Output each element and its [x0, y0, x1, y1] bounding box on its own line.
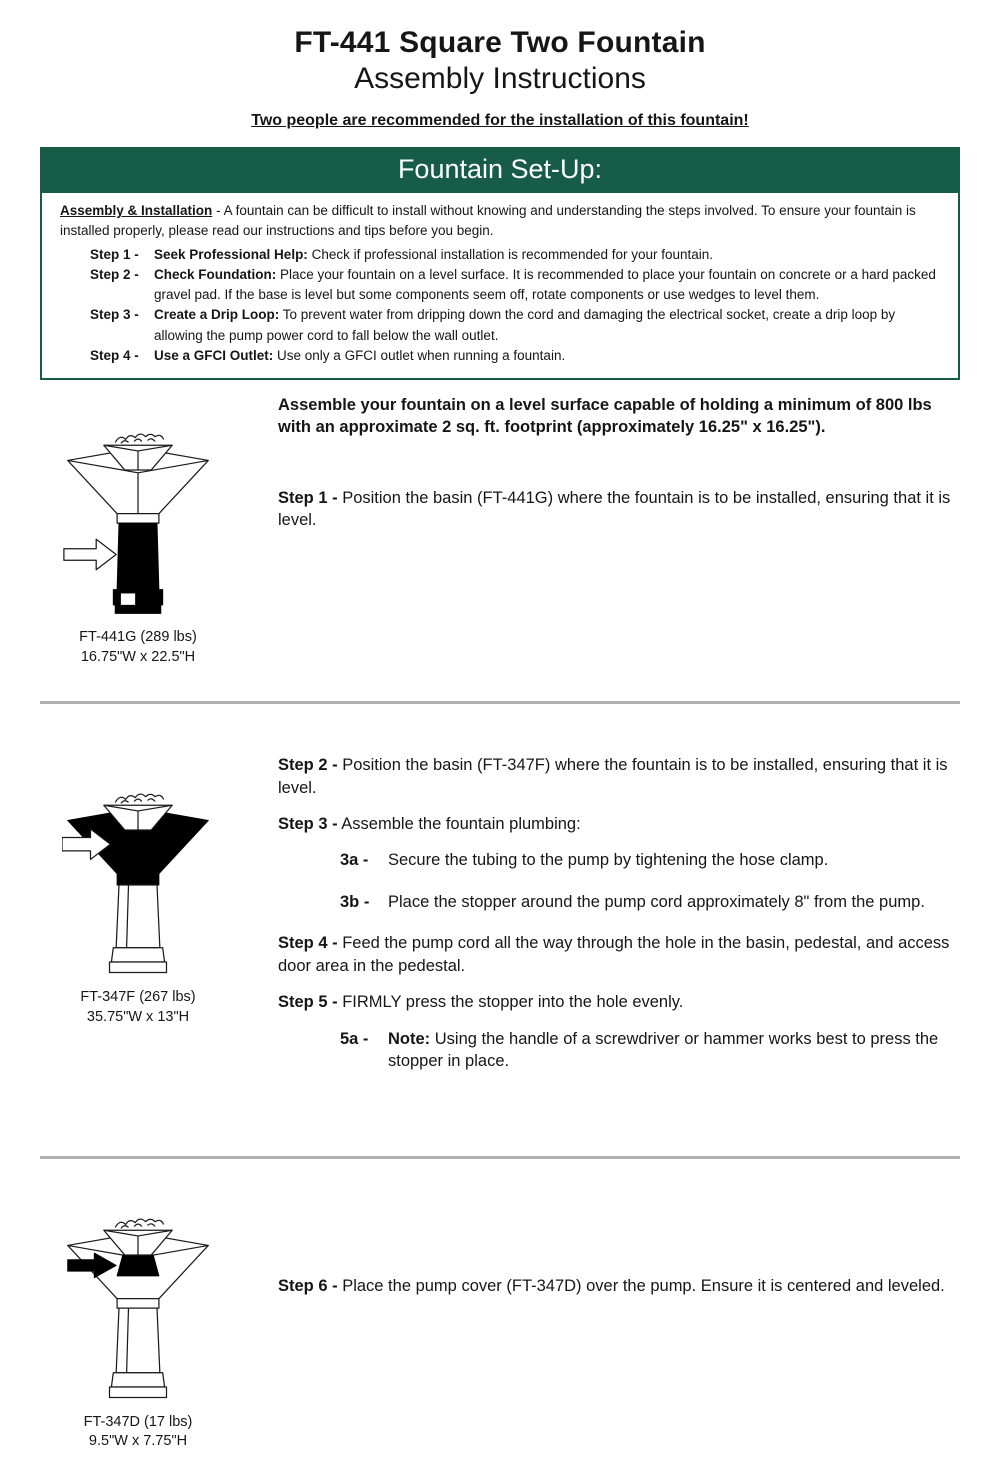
- setup-step-text: Use only a GFCI outlet when running a fountain.: [277, 347, 566, 363]
- figure-part-number: FT-441G (289 lbs): [79, 629, 197, 645]
- setup-step-heading: Seek Professional Help:: [154, 246, 308, 262]
- step-1: [278, 487, 956, 532]
- figure-caption: [84, 1413, 193, 1452]
- step-3a: [340, 849, 956, 871]
- step-3: [278, 813, 956, 835]
- setup-step-heading: Check Foundation:: [154, 266, 277, 282]
- step-text: Position the basin (FT-441G) where the fountain is to be installed, ensuring that it is level.: [278, 488, 951, 530]
- setup-step-text: To prevent water from dripping down the cord and damaging the electrical socket, create a drip loop by allowing the pump power cord to fall below the wall outlet.: [154, 307, 896, 343]
- step-text: Position the basin (FT-347F) where the fountain is to be installed, ensuring that it is level.: [278, 756, 948, 797]
- step-label: Step 5 -: [278, 993, 338, 1012]
- step-label: Step 3 -: [278, 815, 338, 833]
- setup-box-body: [42, 193, 958, 378]
- figure-part-number: FT-347F (267 lbs): [80, 989, 196, 1006]
- setup-step-4: [90, 346, 940, 366]
- fountain-ft347f-diagram-icon: [62, 790, 214, 982]
- step-text: Feed the pump cord all the way through the hole in the basin, pedestal, and access door area in the pedestal.: [278, 934, 950, 975]
- figure-part-number: FT-347D (17 lbs): [83, 1413, 193, 1430]
- assembly-installation-label: Assembly & Installation: [60, 203, 213, 218]
- figure-dimensions: 16.75"W x 22.5"H: [80, 648, 196, 665]
- step-5: [278, 991, 956, 1013]
- step-label: 3a -: [340, 851, 369, 870]
- setup-step-2: [90, 265, 940, 306]
- step-text: Place the stopper around the pump cord approximately 8" from the pump.: [388, 892, 925, 911]
- step-label: 5a -: [340, 1029, 369, 1048]
- step-2: [278, 754, 956, 799]
- setup-step-1: [90, 245, 940, 265]
- setup-step-text: Place your fountain on a level surface. It is recommended to place your fountain on concrete or a hard packed gravel pad. If the base is level but some components seem off, rotate components or use wedges to level them.: [154, 266, 936, 302]
- section-3-text: [278, 1187, 960, 1452]
- page-subtitle: Assembly Instructions: [354, 62, 646, 95]
- figure-caption: [80, 988, 195, 1027]
- step-6: [278, 1275, 956, 1297]
- setup-steps-list: [90, 245, 940, 367]
- section-basin-ft441g: [40, 394, 960, 667]
- fountain-ft441g-diagram-icon: [62, 430, 214, 622]
- figure-caption: [79, 628, 197, 667]
- section-2-text: [278, 754, 960, 1091]
- section-1-text: [278, 394, 960, 667]
- figure-ft347f: [40, 754, 236, 1091]
- setup-step-label: Step 2 -: [90, 266, 139, 282]
- page-title: FT-441 Square Two Fountain: [294, 26, 706, 59]
- step-label: Step 2 -: [278, 756, 338, 775]
- surface-requirement-note: Assemble your fountain on a level surface capable of holding a minimum of 800 lbs with an approximate 2 sq. ft. footprint (approximately 16.25" x 16.25").: [278, 396, 932, 437]
- step-3b: [340, 891, 956, 913]
- section-basin-ft347f: [40, 754, 960, 1091]
- setup-step-3: [90, 305, 940, 346]
- fountain-ft347d-diagram-icon: [62, 1215, 214, 1407]
- arrow-pointer-icon: [64, 539, 116, 569]
- figure-ft347d: [40, 1187, 236, 1452]
- two-people-warning: Two people are recommended for the installation of this fountain!: [251, 112, 749, 129]
- setup-step-heading: Create a Drip Loop:: [154, 307, 280, 323]
- step-text: Secure the tubing to the pump by tightening the hose clamp.: [388, 851, 829, 870]
- setup-intro-text: - A fountain can be difficult to install without knowing and understanding the steps involved. To ensure your fountain is installed properly, please read our instructions and tips before you begin.: [60, 203, 916, 239]
- setup-box-title: Fountain Set-Up:: [42, 149, 958, 193]
- section-divider: [40, 701, 960, 704]
- setup-intro: [60, 201, 940, 242]
- setup-step-heading: Use a GFCI Outlet:: [154, 347, 274, 363]
- setup-step-label: Step 3 -: [90, 307, 139, 323]
- setup-step-label: Step 4 -: [90, 347, 139, 363]
- step-5a: [340, 1028, 956, 1073]
- step-text: Place the pump cover (FT-347D) over the pump. Ensure it is centered and leveled.: [342, 1276, 945, 1295]
- step-label: Step 6 -: [278, 1276, 338, 1295]
- step-4: [278, 932, 956, 977]
- figure-dimensions: 9.5"W x 7.75"H: [88, 1433, 188, 1450]
- note-label: Note:: [388, 1029, 431, 1048]
- fountain-setup-box: [40, 147, 960, 380]
- figure-dimensions: 35.75"W x 13"H: [86, 1008, 190, 1025]
- doc-header: [40, 26, 960, 130]
- section-divider: [40, 1156, 960, 1159]
- step-label: Step 1 -: [278, 488, 338, 507]
- step-text: Assemble the fountain plumbing:: [341, 815, 581, 833]
- step-text: Using the handle of a screwdriver or hammer works best to press the stopper in place.: [388, 1029, 939, 1071]
- step-label: Step 4 -: [278, 934, 338, 953]
- setup-step-label: Step 1 -: [90, 246, 139, 262]
- step-text: FIRMLY press the stopper into the hole evenly.: [342, 993, 684, 1012]
- figure-ft441g: [40, 394, 236, 667]
- section-pump-cover-ft347d: [40, 1187, 960, 1452]
- setup-step-text: Check if professional installation is recommended for your fountain.: [311, 246, 714, 262]
- step-label: 3b -: [340, 892, 370, 911]
